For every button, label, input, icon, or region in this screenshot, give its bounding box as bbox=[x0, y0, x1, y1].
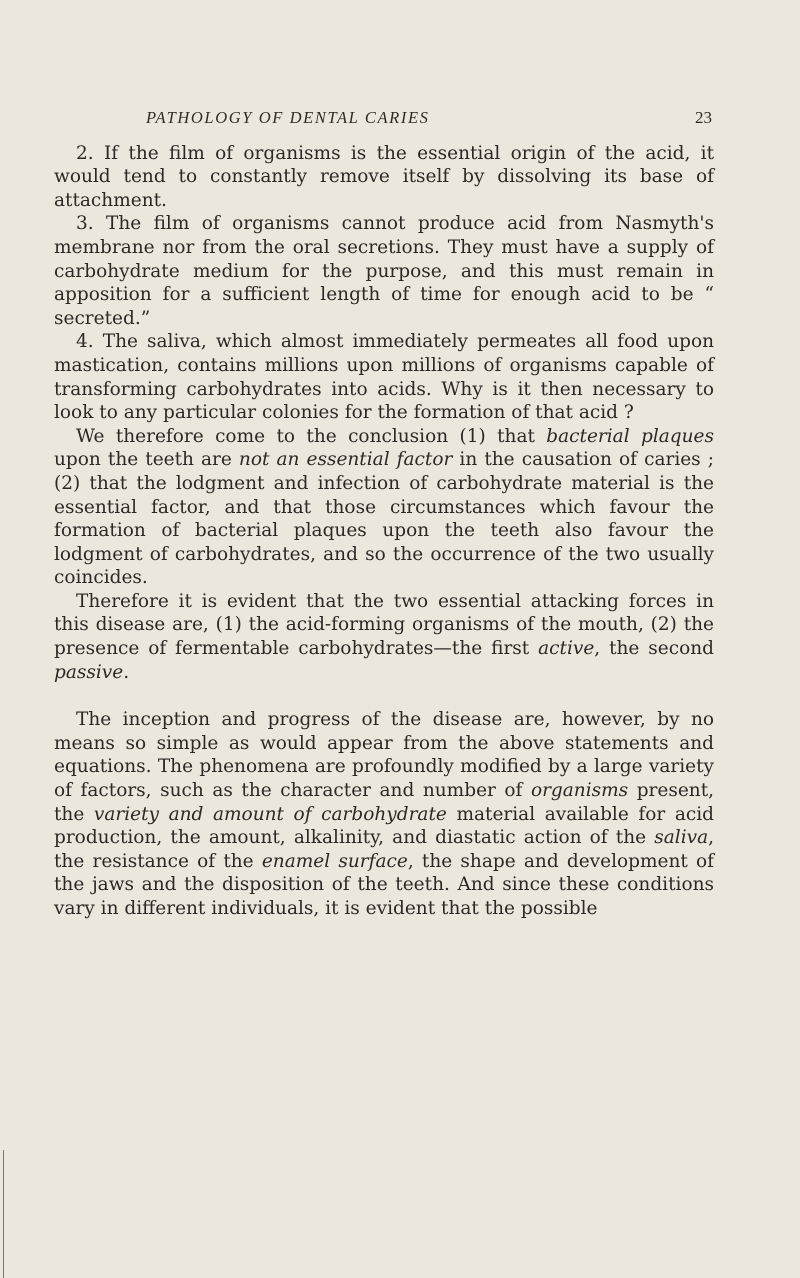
emphasis-text: not an essential factor bbox=[238, 449, 453, 471]
emphasis-text: bacterial plaques bbox=[546, 425, 714, 447]
text-run: We therefore come to the conclusion (1) that bbox=[76, 425, 547, 447]
text-run: material available for acid production, the amount, alkalinity, and diastatic action of the bbox=[54, 803, 714, 849]
text-run: , the second bbox=[594, 638, 714, 660]
text-run: , the resistance of the bbox=[54, 827, 714, 872]
paragraph-inception bbox=[54, 708, 714, 920]
emphasis-text: active bbox=[538, 638, 595, 660]
paragraph-attacking-forces bbox=[54, 590, 714, 684]
text-run: The inception and progress of the disease are, however, by no means so simple as would appear from the above statements and equations. The phenomena are profoundly modified by a large variety of factors, such as the character and number of bbox=[54, 709, 714, 802]
emphasis-text: organisms bbox=[530, 780, 629, 802]
emphasis-text: passive bbox=[54, 661, 124, 683]
emphasis-text: saliva bbox=[654, 827, 709, 849]
text-run: Therefore it is evident that the two essential attacking forces in this disease are, (1) the acid-forming organisms of the mouth, (2) the presence of fermentable carbohydrates—the first bbox=[54, 590, 714, 660]
emphasis-text: enamel surface bbox=[261, 850, 408, 872]
paragraph-conclusion bbox=[54, 425, 714, 590]
text-run: upon the teeth are bbox=[54, 449, 239, 471]
text-run: in the causation of caries ; (2) that the lodgment and infection of carbohydrate material is the essential factor, and that those circumstances which favour the formation of bacterial plaques upon the teeth also favour the lodgment of carbohydrates, and so the occurrence of the two usually coincides. bbox=[54, 449, 714, 589]
running-title: PATHOLOGY OF DENTAL CARIES bbox=[146, 108, 430, 127]
text-run: . bbox=[123, 661, 130, 683]
page-number: 23 bbox=[695, 108, 712, 127]
running-header bbox=[54, 106, 714, 130]
paragraph-point-4: 4. The saliva, which almost immediately permeates all food upon mastication, contains millions upon millions of organisms capable of transforming carbohydrates into acids. Why is it then necessary to look to any particular colonies for the formation of that acid ? bbox=[54, 331, 714, 424]
paragraph-point-3: 3. The film of organisms cannot produce acid from Nasmyth's membrane nor from the oral secretions. They must have a supply of carbohydrate medium for the purpose, and this must remain in apposition for a sufficient length of time for enough acid to be “ secreted.” bbox=[54, 213, 714, 329]
text-run: , the shape and development of the jaws and the disposition of the teeth. And since these conditions vary in different individuals, it is evident that the possible bbox=[54, 850, 715, 919]
emphasis-text: variety and amount of carbohydrate bbox=[93, 803, 447, 825]
page-edge-line bbox=[3, 1150, 4, 1278]
text-run: present, the bbox=[54, 780, 715, 825]
paragraph-gap bbox=[54, 684, 714, 708]
paragraph-point-2: 2. If the film of organisms is the essential origin of the acid, it would tend to constantly remove itself by dissolving its base of attachment. bbox=[54, 142, 714, 211]
page-content bbox=[54, 106, 714, 921]
